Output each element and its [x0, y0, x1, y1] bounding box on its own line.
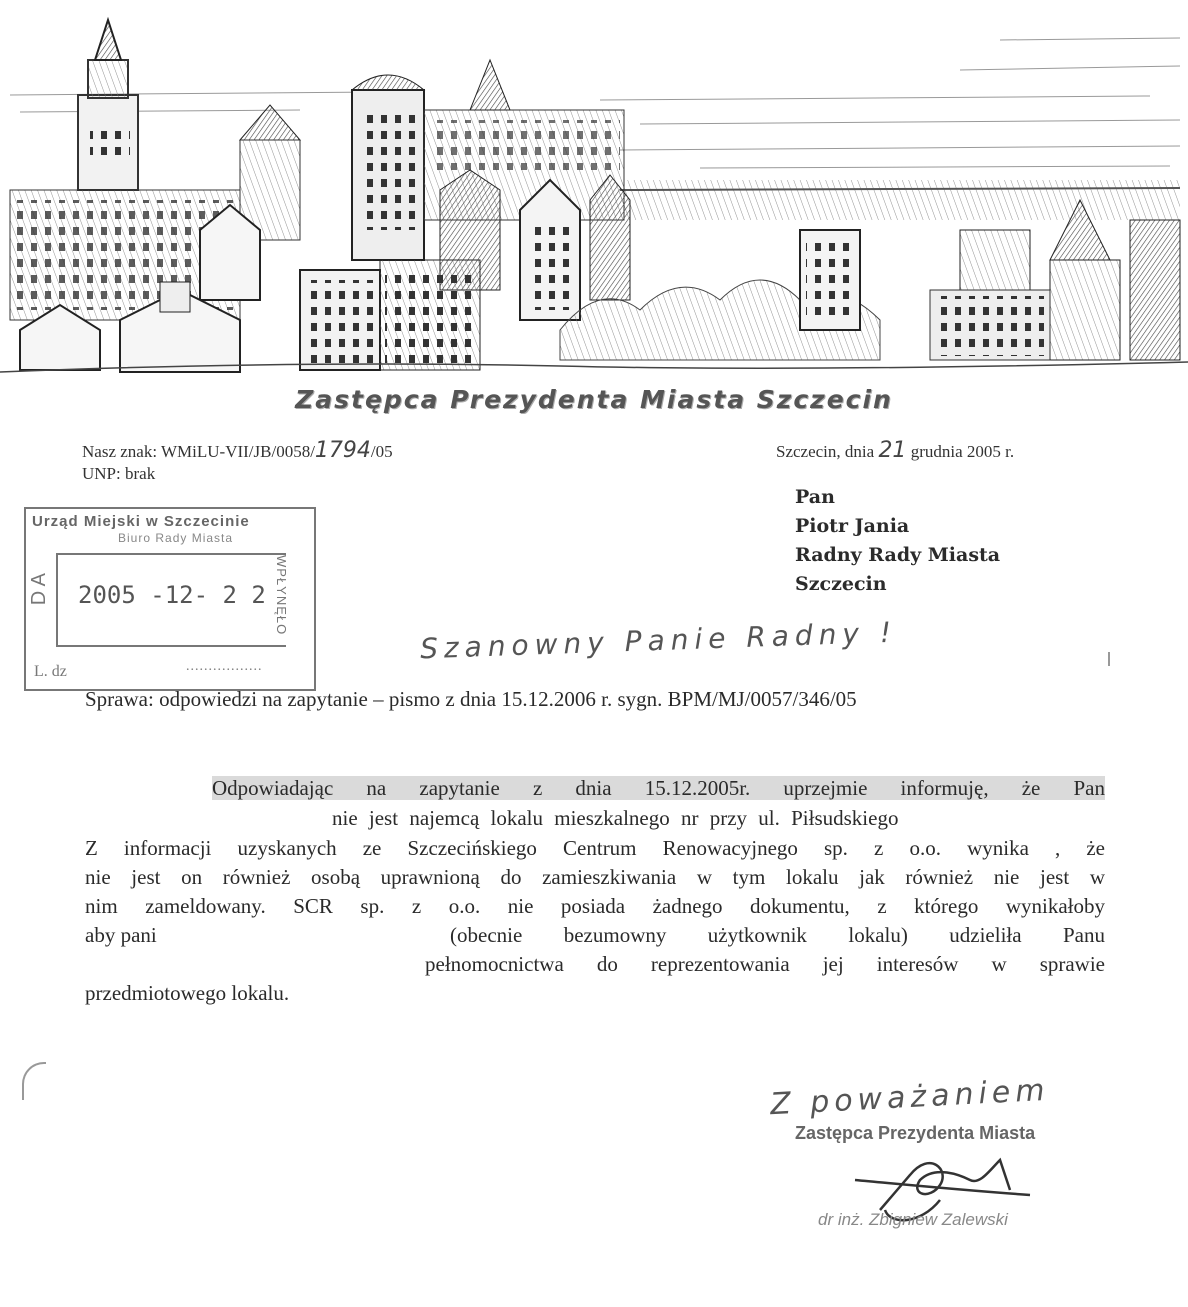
closing: Z poważaniem: [769, 1072, 1051, 1123]
body-line-5: nim zameldowany. SCR sp. z o.o. nie posiada żadnego dokumentu, z którego wynikałoby: [85, 894, 1105, 918]
reference-label: Nasz znak: WMiLU-VII/JB/0058/: [82, 442, 315, 461]
signer-title: Zastępca Prezydenta Miasta: [795, 1123, 1036, 1143]
reference-number: [82, 438, 393, 463]
margin-mark: [1108, 652, 1110, 666]
body-line-6b: (obecnie bezumowny użytkownik lokalu) udzieliła Panu: [450, 923, 1105, 947]
body-line-2: nie jest najemcą lokalu mieszkalnego nr przy ul. Piłsudskiego: [332, 806, 899, 830]
letterhead-illustration: [0, 0, 1188, 380]
body-line-6a: aby pani: [85, 923, 157, 947]
addressee-line-1: Pan: [795, 486, 835, 508]
punch-hole-mark: [22, 1062, 46, 1100]
body-line-4: nie jest on również osobą uprawnioną do zamieszkiwania w tym lokalu jak również nie jest w: [85, 865, 1105, 889]
stamp-received: WPŁYNĘŁO: [274, 555, 289, 636]
letterhead-title: Zastępca Prezydenta Miasta Szczecin: [295, 385, 893, 414]
stamp-dept: Biuro Rady Miasta: [118, 531, 234, 545]
unp-number: UNP: brak: [82, 464, 156, 483]
body-line-3: Z informacji uzyskanych ze Szczecińskiego Centrum Renowacyjnego sp. z o.o. wynika , że: [85, 836, 1105, 860]
signer-name: dr inż. Zbigniew Zalewski: [818, 1210, 1008, 1229]
body-line-8: przedmiotowego lokalu.: [85, 981, 290, 1005]
stamp-date: 2005 -12- 2 2: [78, 581, 266, 609]
addressee-line-4: Szczecin: [795, 573, 887, 595]
place-date-prefix: Szczecin, dnia: [776, 442, 875, 461]
reference-handwritten: 1794: [314, 438, 371, 463]
stamp-office: Urząd Miejski w Szczecinie: [32, 513, 250, 530]
reference-suffix: /05: [370, 442, 393, 461]
body-line-1: Odpowiadając na zapytanie z dnia 15.12.2005r. uprzejmie informuję, że Pan: [212, 776, 1105, 800]
stamp-ldz: L. dz: [34, 663, 67, 680]
stamp-left-text: D A: [28, 573, 50, 606]
addressee-line-2: Piotr Jania: [795, 515, 910, 537]
receipt-stamp: [24, 507, 316, 691]
date-suffix: grudnia 2005 r.: [910, 442, 1015, 461]
day-handwritten: 21: [878, 438, 907, 463]
body-line-7: pełnomocnictwa do reprezentowania jej interesów w sprawie: [425, 952, 1105, 976]
place-date: [776, 438, 1014, 463]
subject-line: Sprawa: odpowiedzi na zapytanie – pismo z dnia 15.12.2006 r. sygn. BPM/MJ/0057/346/05: [85, 687, 857, 711]
stamp-dots: .................: [186, 659, 263, 674]
salutation: Szanowny Panie Radny !: [419, 615, 898, 666]
addressee-line-3: Radny Rady Miasta: [795, 544, 1001, 566]
